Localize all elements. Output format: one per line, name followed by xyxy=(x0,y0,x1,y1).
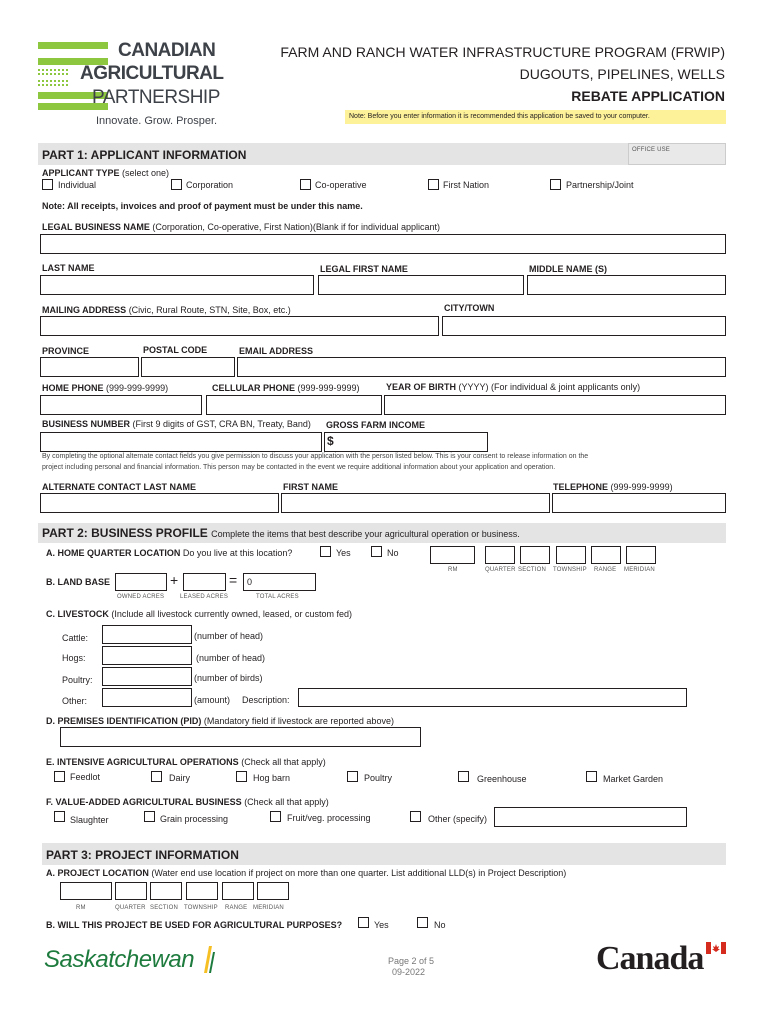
page-number: Page 2 of 5 xyxy=(388,956,435,966)
postal-code-input[interactable] xyxy=(141,357,235,377)
wheat-icon xyxy=(200,944,216,974)
project-range-input[interactable] xyxy=(222,882,254,900)
legal-business-name-input[interactable] xyxy=(40,234,726,254)
home-phone-input[interactable] xyxy=(40,395,202,415)
hogs-unit: (number of head) xyxy=(196,653,266,663)
owned-acres-input[interactable] xyxy=(115,573,167,591)
individual-checkbox[interactable] xyxy=(42,179,53,190)
office-use-label: OFFICE USE xyxy=(632,147,671,153)
other-value-added-label: Other (specify) xyxy=(428,814,488,824)
consent-line1: By completing the optional alternate contact fields you give permission to discuss your application with the person listed below. This is your consent to release information on the xyxy=(42,453,589,460)
livestock-description-input[interactable] xyxy=(298,688,687,707)
fruit-veg-checkbox[interactable] xyxy=(270,811,281,822)
project-range-caption: RANGE xyxy=(225,905,248,911)
description-label: Description: xyxy=(242,695,290,705)
grain-processing-label: Grain processing xyxy=(160,814,229,824)
home-township-input[interactable] xyxy=(556,546,586,564)
greenhouse-label: Greenhouse xyxy=(477,774,527,784)
home-quarter-caption: QUARTER xyxy=(485,567,516,573)
project-meridian-input[interactable] xyxy=(257,882,289,900)
slaughter-checkbox[interactable] xyxy=(54,811,65,822)
dairy-label: Dairy xyxy=(169,773,191,783)
project-township-caption: TOWNSHIP xyxy=(184,905,218,911)
year-of-birth-label: YEAR OF BIRTH (YYYY) (For individual & joint applicants only) xyxy=(386,382,641,392)
part2-title: PART 2: BUSINESS PROFILE Complete the items that best describe your agricultural operation or business. xyxy=(42,526,520,540)
value-added-label: F. VALUE-ADDED AGRICULTURAL BUSINESS (Check all that apply) xyxy=(46,797,329,807)
mailing-address-label: MAILING ADDRESS (Civic, Rural Route, STN, Site, Box, etc.) xyxy=(42,305,291,315)
livestock-label: C. LIVESTOCK (Include all livestock currently owned, leased, or custom fed) xyxy=(46,609,352,619)
form-title: REBATE APPLICATION xyxy=(571,88,725,104)
canada-wordmark: Canada xyxy=(596,940,704,977)
cooperative-label: Co-operative xyxy=(315,180,367,190)
agri-purposes-yes-checkbox[interactable] xyxy=(358,917,369,928)
home-township-caption: TOWNSHIP xyxy=(553,567,587,573)
project-section-input[interactable] xyxy=(150,882,182,900)
hog-barn-label: Hog barn xyxy=(253,773,291,783)
partnership-checkbox[interactable] xyxy=(550,179,561,190)
city-input[interactable] xyxy=(442,316,726,336)
save-note: Note: Before you enter information it is recommended this application be saved to your computer. xyxy=(345,110,726,124)
corporation-checkbox[interactable] xyxy=(171,179,182,190)
total-acres-input xyxy=(243,573,316,591)
hogs-label: Hogs: xyxy=(62,653,86,663)
project-quarter-input[interactable] xyxy=(115,882,147,900)
home-range-input[interactable] xyxy=(591,546,621,564)
hog-barn-checkbox[interactable] xyxy=(236,771,247,782)
part3-title: PART 3: PROJECT INFORMATION xyxy=(46,848,239,862)
email-label: EMAIL ADDRESS xyxy=(239,346,314,356)
grain-processing-checkbox[interactable] xyxy=(144,811,155,822)
home-quarter-label: A. HOME QUARTER LOCATION Do you live at this location? xyxy=(46,548,293,558)
consent-line2: project including personal and financial information. This person may be contacted in the event we require additional information about your application and operation. xyxy=(42,464,556,471)
home-section-caption: SECTION xyxy=(518,567,547,573)
province-input[interactable] xyxy=(40,357,139,377)
cell-phone-label: CELLULAR PHONE (999-999-9999) xyxy=(212,383,360,393)
alt-first-name-input[interactable] xyxy=(281,493,550,513)
poultry-input[interactable] xyxy=(102,667,192,686)
project-quarter-caption: QUARTER xyxy=(115,905,146,911)
other-livestock-input[interactable] xyxy=(102,688,192,707)
total-acres-value: 0 xyxy=(247,577,253,587)
receipts-note: Note: All receipts, invoices and proof of payment must be under this name. xyxy=(42,201,363,211)
first-nation-label: First Nation xyxy=(443,180,490,190)
home-quarter-no-checkbox[interactable] xyxy=(371,546,382,557)
home-phone-label: HOME PHONE (999-999-9999) xyxy=(42,383,169,393)
other-livestock-label: Other: xyxy=(62,696,88,706)
agri-purposes-label: B. WILL THIS PROJECT BE USED FOR AGRICULTURAL PURPOSES? xyxy=(46,920,343,930)
dollar-sign: $ xyxy=(327,434,334,448)
agri-purposes-no-checkbox[interactable] xyxy=(417,917,428,928)
home-rm-caption: RM xyxy=(448,567,458,573)
first-nation-checkbox[interactable] xyxy=(428,179,439,190)
year-of-birth-input[interactable] xyxy=(384,395,726,415)
telephone-input[interactable] xyxy=(552,493,726,513)
last-name-label: LAST NAME xyxy=(42,263,95,273)
first-name-input[interactable] xyxy=(318,275,524,295)
cooperative-checkbox[interactable] xyxy=(300,179,311,190)
alt-last-name-label: ALTERNATE CONTACT LAST NAME xyxy=(42,482,196,492)
alt-first-name-label: FIRST NAME xyxy=(283,482,338,492)
home-quarter-no-label: No xyxy=(387,548,399,558)
home-meridian-input[interactable] xyxy=(626,546,656,564)
total-acres-caption: TOTAL ACRES xyxy=(256,594,299,600)
part1-title: PART 1: APPLICANT INFORMATION xyxy=(42,148,247,162)
amount-label: (amount) xyxy=(194,695,231,705)
partnership-label: Partnership/Joint xyxy=(566,180,634,190)
home-rm-input[interactable] xyxy=(430,546,475,564)
feedlot-checkbox[interactable] xyxy=(54,771,65,782)
province-label: PROVINCE xyxy=(42,346,90,356)
project-section-caption: SECTION xyxy=(150,905,179,911)
home-quarter-yes-label: Yes xyxy=(336,548,351,558)
other-value-added-checkbox[interactable] xyxy=(410,811,421,822)
hogs-input[interactable] xyxy=(102,646,192,665)
slaughter-label: Slaughter xyxy=(70,815,109,825)
home-range-caption: RANGE xyxy=(594,567,617,573)
equals-sign: = xyxy=(229,572,238,588)
poultry-label: Poultry: xyxy=(62,675,93,685)
mailing-address-input[interactable] xyxy=(40,316,439,336)
postal-code-label: POSTAL CODE xyxy=(143,345,208,355)
poultry-unit: (number of birds) xyxy=(194,673,263,683)
project-township-input[interactable] xyxy=(186,882,218,900)
market-garden-label: Market Garden xyxy=(603,774,664,784)
individual-label: Individual xyxy=(58,180,97,190)
cell-phone-input[interactable] xyxy=(206,395,382,415)
owned-acres-caption: OWNED ACRES xyxy=(117,594,165,600)
cattle-input[interactable] xyxy=(102,625,192,644)
pid-label: D. PREMISES IDENTIFICATION (PID) (Mandatory field if livestock are reported above) xyxy=(46,716,394,726)
telephone-label: TELEPHONE (999-999-9999) xyxy=(553,482,673,492)
home-quarter-yes-checkbox[interactable] xyxy=(320,546,331,557)
home-meridian-caption: MERIDIAN xyxy=(624,567,655,573)
project-rm-input[interactable] xyxy=(60,882,112,900)
market-garden-checkbox[interactable] xyxy=(586,771,597,782)
agri-purposes-yes-label: Yes xyxy=(374,920,389,930)
leased-acres-caption: LEASED ACRES xyxy=(180,594,229,600)
middle-name-label: MIDDLE NAME (S) xyxy=(529,264,607,274)
applicant-type-label: APPLICANT TYPE (select one) xyxy=(42,168,170,178)
project-location-label: A. PROJECT LOCATION (Water end use location if project on more than one quarter. List additional LLD(s) in Project Description) xyxy=(46,868,567,878)
dairy-checkbox[interactable] xyxy=(151,771,162,782)
home-quarter-input[interactable] xyxy=(485,546,515,564)
intensive-poultry-label: Poultry xyxy=(364,773,393,783)
agri-purposes-no-label: No xyxy=(434,920,446,930)
email-input[interactable] xyxy=(237,357,726,377)
gross-farm-income-label: GROSS FARM INCOME xyxy=(326,420,426,430)
legal-business-name-label: LEGAL BUSINESS NAME (Corporation, Co-operative, First Nation)(Blank if for individual applicant) xyxy=(42,222,440,232)
project-rm-caption: RM xyxy=(76,905,86,911)
business-number-input[interactable] xyxy=(40,432,322,452)
logo-line3: PARTNERSHIP xyxy=(92,87,220,108)
gross-farm-income-input[interactable] xyxy=(324,432,488,452)
logo-tagline: Innovate. Grow. Prosper. xyxy=(96,115,218,127)
project-meridian-caption: MERIDIAN xyxy=(253,905,284,911)
program-name: FARM AND RANCH WATER INFRASTRUCTURE PROGRAM (FRWIP) xyxy=(280,44,725,60)
logo-line1: CANADIAN xyxy=(118,40,216,61)
home-section-input[interactable] xyxy=(520,546,550,564)
land-base-label: B. LAND BASE xyxy=(46,577,111,587)
last-name-input[interactable] xyxy=(40,275,314,295)
canada-flag-icon xyxy=(706,942,726,954)
cattle-label: Cattle: xyxy=(62,633,89,643)
intensive-label: E. INTENSIVE AGRICULTURAL OPERATIONS (Check all that apply) xyxy=(46,757,326,767)
saskatchewan-logo: Saskatchewan xyxy=(44,946,195,973)
fruit-veg-label: Fruit/veg. processing xyxy=(287,813,371,823)
greenhouse-checkbox[interactable] xyxy=(458,771,469,782)
pid-input[interactable] xyxy=(60,727,421,747)
city-label: CITY/TOWN xyxy=(444,303,495,313)
business-number-label: BUSINESS NUMBER (First 9 digits of GST, CRA BN, Treaty, Band) xyxy=(42,419,311,429)
intensive-poultry-checkbox[interactable] xyxy=(347,771,358,782)
logo-line2: AGRICULTURAL xyxy=(80,63,224,84)
leased-acres-input[interactable] xyxy=(183,573,226,591)
form-date: 09-2022 xyxy=(392,967,426,977)
alt-last-name-input[interactable] xyxy=(40,493,279,513)
first-name-label: LEGAL FIRST NAME xyxy=(320,264,408,274)
cattle-unit: (number of head) xyxy=(194,631,264,641)
other-specify-input[interactable] xyxy=(494,807,687,827)
plus-sign: + xyxy=(170,572,179,588)
program-subtitle: DUGOUTS, PIPELINES, WELLS xyxy=(519,66,725,82)
middle-name-input[interactable] xyxy=(527,275,726,295)
corporation-label: Corporation xyxy=(186,180,234,190)
feedlot-label: Feedlot xyxy=(70,772,101,782)
